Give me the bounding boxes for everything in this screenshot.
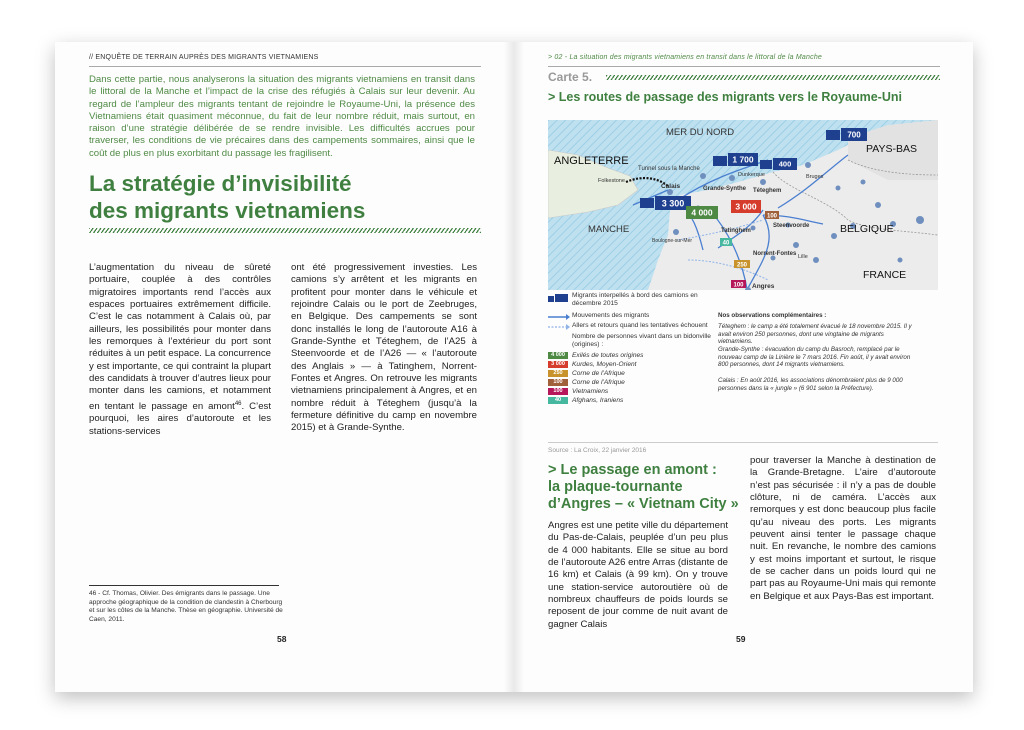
label-bruges: Bruges [806, 174, 824, 180]
legend-swatch-4: 100 [548, 379, 568, 386]
left-page [55, 42, 514, 692]
left-column-2: ont été progressivement investies. Les camions s’y arrêtent et les migrants en profitent pour monter dans le véhicule et rejoindre Calais ou le port de Zeebruges, en Belgique. Des campements se sont donc installés le long de l’autoroute A16 à Grande-Synthe et Téteghem, de l’A25 à Steenvoorde et de l’A26 — « l’autoroute des Anglais » — à Tatinghem, Norrent-Fontes et Angres. On retrouve les migrants vietnamiens principalement à Angres, et en nombre réduit à Téteghem (jusqu’à la fermeture définitive du camp en novembre 2015) et à Grande-Synthe. [291, 262, 477, 434]
obs-text: : En août 2016, les associations dénombraient plus de 9 000 personnes dans la « jungle » (6 901 selon la Préfecture). [718, 377, 903, 392]
page-number-right: 59 [736, 634, 746, 644]
routes-map [548, 120, 938, 290]
map-bottom-rule [548, 442, 938, 443]
map-source: Source : La Croix, 22 janvier 2016 [548, 447, 647, 454]
page-number-left: 58 [277, 634, 287, 644]
observations-title: Nos observations complémentaires : [718, 312, 827, 319]
footnote-ref: 46 [234, 400, 242, 407]
col1-end: . C’est pourquoi, les aires d’autoroute et les stations-services [89, 400, 271, 437]
legend-header: Nombre de personnes vivant dans un bidonville (origines) : [572, 333, 711, 348]
header-rule [548, 66, 940, 67]
section-title-line-1: > Le passage en amont : [548, 462, 717, 478]
footnote: 46 - Cf. Thomas, Olivier. Des émigrants dans le passage. Une approche géographique de la condition de clandestin à Cherbourg et sur les côtes de la Manche. Thèse en géographie. Université de Caen, 2011. [89, 590, 283, 623]
intro-paragraph: Dans cette partie, nous analyserons la situation des migrants vietnamiens en transit dans le littoral de la Manche et l’impact de la crise des réfugiés à Calais sur leur devenir. Au regard de l’ampleur des migrants tentant de rejoindre le Royaume-Uni, la présence des Vietnamiens était quasiment méconnue, du fait de leur nombre réduit, mais surtout, en raison d’une stratégie délibérée de se rendre invisible. Les difficultés accrues pour traverser, les conditions de vie précaires dans des campements sommaires, ainsi que le coût de plus en plus exorbitant du passage les fragilisent. [89, 74, 475, 159]
truck-legend-icon [548, 294, 568, 304]
section-title-line-3: d’Angres – « Vietnam City » [548, 496, 739, 512]
label-angleterre: ANGLETERRE [554, 155, 629, 167]
label-boulogne: Boulogne-sur-Mer [652, 238, 693, 244]
label-mer-du-nord: MER DU NORD [666, 127, 735, 138]
legend-swatch-3: 250 [548, 370, 568, 377]
section-title-line-2: la plaque-tournante [548, 479, 683, 495]
obs-text: : évacuation du camp du Basroch, remplacé par le nouveau camp de la Linière le 7 mars 2016. Fin août, il y avait environ 800 personnes, dont 14 migrants vietnamiens. [718, 346, 911, 369]
truck-count-3300: 3 300 [661, 198, 685, 209]
label-grande-synthe: Grande-Synthe [703, 186, 747, 192]
legend-label-2: Kurdes, Moyen-Orient [572, 361, 637, 368]
right-column-2: pour traverser la Manche à destination de la Grande-Bretagne. L’aire d’autoroute n’est pas sécurisée : il n’y a pas de double clôture, ni de caméra. L’accès aux remorques y est donc beaucoup plus facile qu’au niveau des ports. Les migrants peuvent ainsi tenter le passage chaque nuit. En revanche, le nombre des camions y est moins important et surtout, le risque de se cacher dans un poids lourd qui ne part pas au Royaume-Uni mais qui remonte en Belgique et aux Pays-Bas est important. [750, 455, 936, 602]
legend-swatch-6: 40 [548, 397, 568, 404]
right-column-1: Angres est une petite ville du département du Pas-de-Calais, peuplée d’un peu plus de 4 000 habitants. Elle se situe au bord de l’autoroute A26 entre Arras (distante de 16 km) et Calais (à 99 km). On y trouve une station-service autoroutière où de nombreux chauffeurs de poids lourds se reposent de jour comme de nuit avant de gagner Calais [548, 520, 728, 630]
label-norrent-fontes: Norrent-Fontes [753, 251, 797, 257]
legend-swatch-2: 3 000 [548, 361, 568, 368]
label-manche: MANCHE [588, 224, 630, 235]
obs-text: : le camp a été totalement évacué le 18 novembre 2015. Il y avait environ 250 personnes, dont une vingtaine de migrants vietnamiens. [718, 323, 912, 346]
label-teteghem: Téteghem [753, 188, 782, 194]
label-steenvoorde: Steenvoorde [773, 223, 810, 229]
camp-3000: 3 000 [735, 201, 757, 212]
obs-place: Téteghem [718, 323, 746, 330]
legend-swatch-1: 4 000 [548, 352, 568, 359]
label-france: FRANCE [863, 269, 907, 281]
movement-arrow-icon [548, 314, 570, 320]
legend-movements: Mouvements des migrants [572, 312, 650, 319]
map-legend [548, 290, 938, 440]
obs-grande-synthe [718, 346, 918, 369]
header-rule [89, 66, 481, 67]
title-line-1: La stratégie d’invisibilité [89, 171, 352, 196]
label-lille: Lille [798, 254, 808, 260]
legend-label-3: Corne de l’Afrique [572, 370, 625, 377]
book-spread [55, 42, 973, 692]
obs-place: Calais [718, 377, 736, 384]
legend-label-1: Exilés de toutes origines [572, 352, 644, 359]
obs-place: Grande-Synthe [718, 346, 760, 353]
truck-count-1700: 1 700 [732, 154, 754, 165]
camp-100-angres: 100 [733, 282, 744, 289]
left-column-1 [89, 262, 271, 438]
running-head: // ENQUÊTE DE TERRAIN AUPRÈS DES MIGRANTS VIETNAMIENS [89, 54, 319, 61]
carte-hatch-rule [606, 75, 940, 80]
truck-count-700: 700 [847, 130, 861, 140]
title-line-2: des migrants vietnamiens [89, 198, 366, 223]
running-head: > 02 - La situation des migrants vietnamiens en transit dans le littoral de la Manche [548, 54, 823, 61]
map-label: Carte 5. [548, 70, 593, 84]
right-page [514, 42, 973, 692]
camp-4000: 4 000 [691, 207, 713, 218]
label-dunkerque: Dunkerque [738, 172, 765, 178]
label-tunnel: Tunnel sous la Manche [638, 166, 700, 172]
legend-returns: Allers et retours quand les tentatives échouent [572, 322, 708, 329]
col1-text: L’augmentation du niveau de sûreté portuaire, couplée à des contrôles migratoires importants rend l’accès aux espaces portuaires extrêmement difficile. C’est le cas notamment à Calais où, par ailleurs, les possibilités pour monter dans les remorques à l’extérieur du port sont réduites à un petit espace. La concurrence y est importante, ce qui contraint la plupart des candidats à trouver d’autres lieux pour monter dans les camions, et notamment en tentant le passage en amont [89, 262, 271, 412]
truck-count-400: 400 [778, 159, 792, 169]
title-hatch-rule [89, 228, 481, 233]
obs-teteghem [718, 323, 918, 346]
chapter-title [89, 170, 365, 224]
legend-label-5: Vietnamiens [572, 388, 609, 395]
camp-100-steenvoorde: 100 [766, 213, 778, 220]
legend-swatch-5: 100 [548, 388, 568, 395]
footnote-rule [89, 585, 279, 586]
label-angres: Angres [752, 283, 775, 290]
map-title: > Les routes de passage des migrants vers le Royaume-Uni [548, 90, 902, 104]
legend-label-6: Afghans, Iraniens [572, 397, 624, 404]
label-folkestone: Folkestone [598, 178, 625, 184]
label-belgique: BELGIQUE [840, 223, 894, 235]
label-calais: Calais [661, 183, 681, 190]
section-title [548, 462, 739, 513]
label-pays-bas: PAYS-BAS [866, 143, 917, 155]
camp-250: 250 [736, 262, 748, 269]
return-arrow-icon [548, 324, 570, 330]
legend-trucks: Migrants interpellés à bord des camions en décembre 2015 [572, 292, 698, 307]
camp-40: 40 [722, 240, 730, 247]
obs-calais [718, 377, 918, 392]
label-tatinghem: Tatinghem [721, 228, 751, 234]
legend-label-4: Corne de l’Afrique [572, 379, 625, 386]
